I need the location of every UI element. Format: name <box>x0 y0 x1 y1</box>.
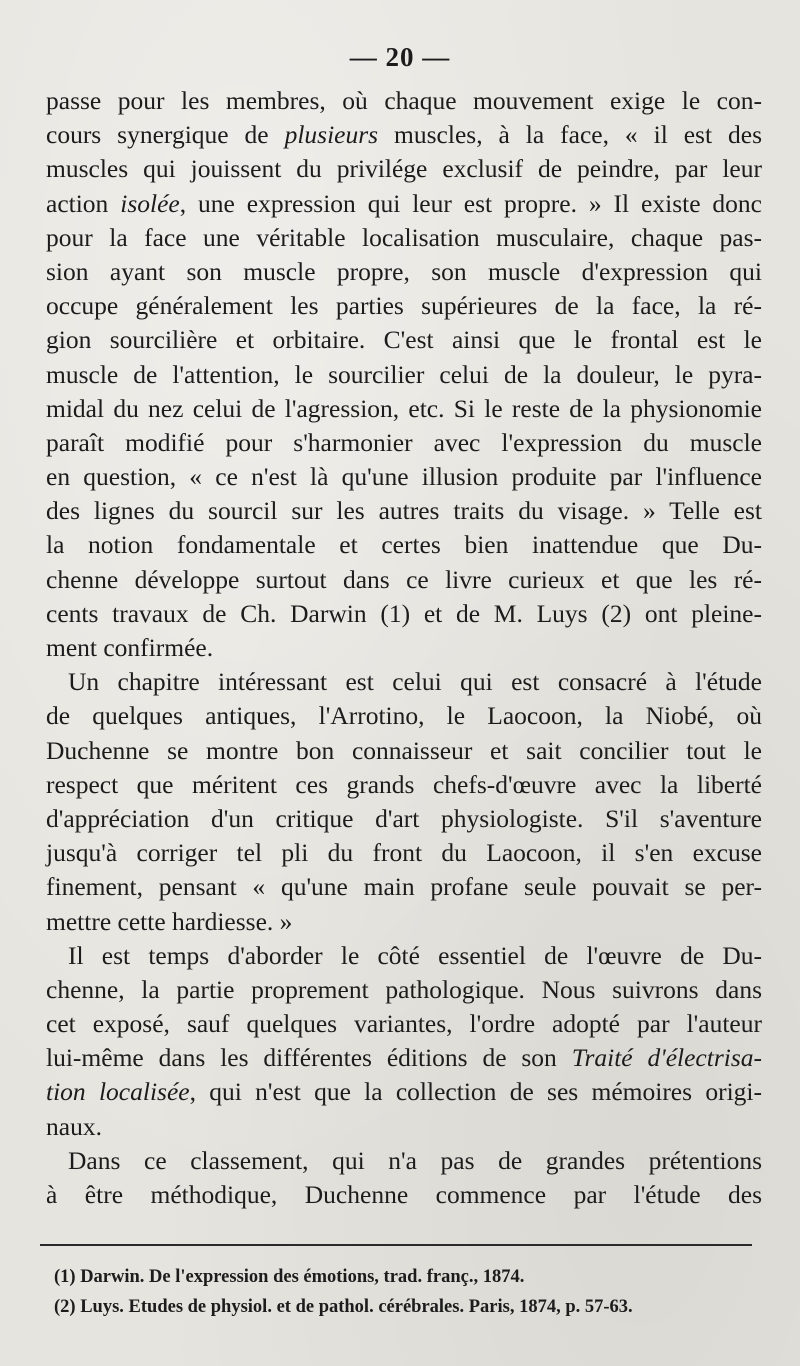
text-line: muscle de l'attention, le sourcilier celui de la douleur, le pyra- <box>46 359 762 389</box>
text-line: respect que méritent ces grands chefs-d'œuvre avec la liberté <box>46 769 762 799</box>
italic-term: isolée <box>120 188 180 218</box>
text-run: muscles, à la face, « il est des <box>378 120 762 150</box>
text-line: pour la face une véritable localisation musculaire, chaque pas- <box>46 222 762 252</box>
text-line <box>46 1041 762 1075</box>
text-line <box>46 1075 762 1109</box>
text-line: naux. <box>46 1111 102 1141</box>
text-run: lui-même dans les différentes éditions de son <box>46 1043 572 1073</box>
body-text <box>46 84 762 1212</box>
text-line: des lignes du sourcil sur les autres traits du visage. » Telle est <box>46 496 762 526</box>
footnotes <box>54 1262 754 1322</box>
text-line: de quelques antiques, l'Arrotino, le Laocoon, la Niobé, où <box>46 701 762 731</box>
footnote-divider <box>40 1244 752 1246</box>
italic-term: plusieurs <box>284 120 379 150</box>
text-run: action <box>46 188 121 218</box>
italic-title: Traité d'électrisa- <box>571 1043 762 1073</box>
italic-title: tion localisée <box>46 1077 190 1107</box>
text-line <box>46 118 762 152</box>
text-line: chenne, la partie proprement pathologique. Nous suivrons dans <box>46 974 762 1004</box>
paragraph-start-line: Un chapitre intéressant est celui qui est consacré à l'étude <box>68 667 762 697</box>
text-line: cents travaux de Ch. Darwin (1) et de M. Luys (2) ont pleine- <box>46 598 762 628</box>
text-line: chenne développe surtout dans ce livre curieux et que les ré- <box>46 564 762 594</box>
text-run: , une expression qui leur est propre. » Il existe donc <box>179 188 763 218</box>
paragraph-start-line: Il est temps d'aborder le côté essentiel de l'œuvre de Du- <box>68 940 762 970</box>
text-line: la notion fondamentale et certes bien inattendue que Du- <box>46 530 762 560</box>
text-line: sion ayant son muscle propre, son muscle d'expression qui <box>46 256 762 286</box>
text-line: mettre cette hardiesse. » <box>46 906 293 936</box>
text-line: en question, « ce n'est là qu'une illusion produite par l'influence <box>46 462 762 492</box>
text-line: passe pour les membres, où chaque mouvement exige le con- <box>46 86 762 115</box>
text-line <box>46 187 762 221</box>
text-line: jusqu'à corriger tel pli du front du Laocoon, il s'en excuse <box>46 838 762 868</box>
text-run: cours synergique de <box>46 120 285 150</box>
text-line: ment confirmée. <box>46 633 214 662</box>
text-line: occupe généralement les parties supérieures de la face, la ré- <box>46 291 762 321</box>
text-line: finement, pensant « qu'une main profane seule pouvait se per- <box>46 872 762 902</box>
paragraph-start-line: Dans ce classement, qui n'a pas de grandes prétentions <box>68 1145 762 1175</box>
text-line: paraît modifié pour s'harmonier avec l'expression du muscle <box>46 427 762 457</box>
text-line: gion sourcilière et orbitaire. C'est ainsi que le frontal est le <box>46 325 762 355</box>
page-number: — 20 — <box>349 42 451 72</box>
text-line: cet exposé, sauf quelques variantes, l'ordre adopté par l'auteur <box>46 1009 762 1039</box>
footnote-1: (1) Darwin. De l'expression des émotions, trad. franç., 1874. <box>54 1267 525 1287</box>
text-run: , qui n'est que la collection de ses mémoires origi- <box>189 1077 762 1107</box>
text-line: Duchenne se montre bon connaisseur et sait concilier tout le <box>46 735 762 765</box>
text-line: d'appréciation d'un critique d'art physiologiste. S'il s'aventure <box>46 803 762 833</box>
footnote-2: (2) Luys. Etudes de physiol. et de pathol. cérébrales. Paris, 1874, p. 57-63. <box>54 1297 633 1317</box>
text-line: midal du nez celui de l'agression, etc. Si le reste de la physionomie <box>46 393 762 423</box>
text-line: muscles qui jouissent du privilége exclusif de peindre, par leur <box>46 154 762 184</box>
text-line: à être méthodique, Duchenne commence par l'étude des <box>46 1180 762 1209</box>
